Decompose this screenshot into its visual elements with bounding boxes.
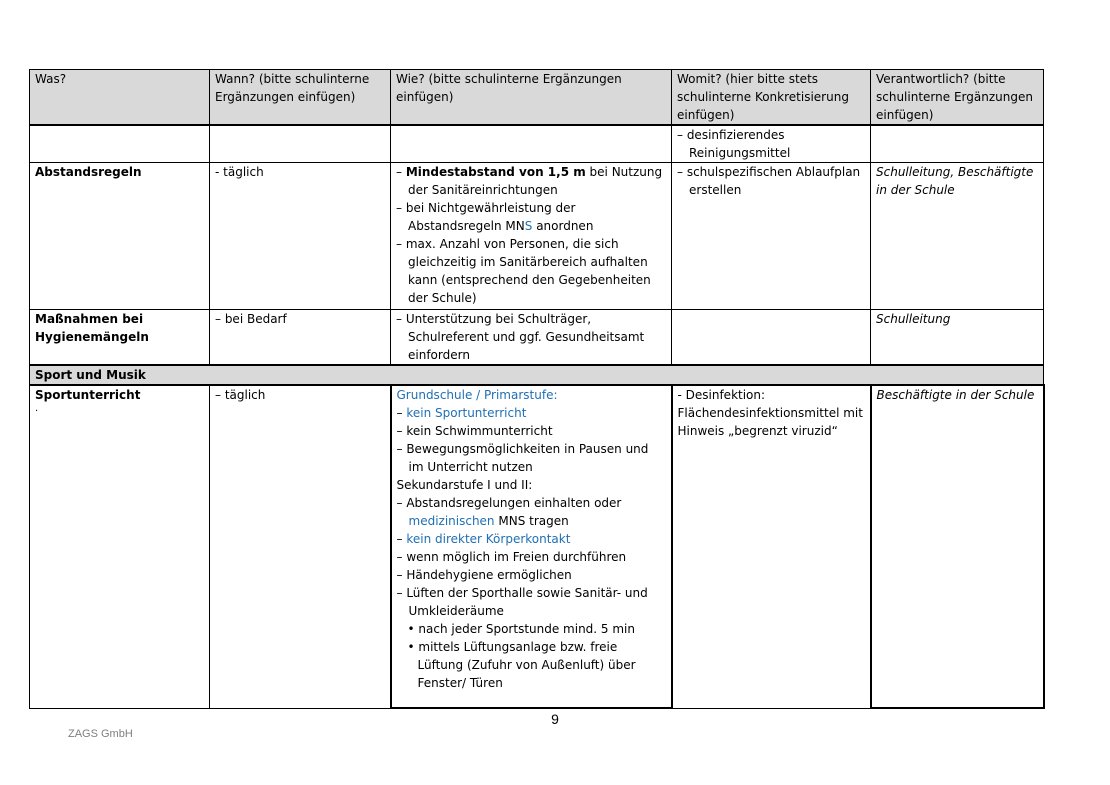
section-row: [30, 365, 1044, 385]
cell-wann: – täglich: [210, 385, 391, 708]
list-item: – wenn möglich im Freien durchführen: [396, 550, 627, 564]
list-item: – Lüften der Sporthalle sowie Sanitär- und Umkleideräume: [396, 586, 648, 618]
list-item: – Bewegungsmöglichkeiten in Pausen und im Unterricht nutzen: [396, 442, 649, 474]
table-row: [30, 310, 1044, 366]
cell-verantwortlich: Schulleitung, Beschäftigte in der Schule: [871, 163, 1044, 310]
list-item: – bei Nichtgewährleistung der Abstandsregeln MNS anordnen: [396, 201, 594, 233]
cell-wann: - täglich: [210, 163, 391, 310]
cell-verantwortlich: Beschäftigte in der Schule: [871, 385, 1044, 708]
list-item: – kein direkter Körperkontakt: [396, 532, 571, 546]
footer-company: ZAGS GmbH: [68, 728, 133, 740]
sekundarstufe-heading: Sekundarstufe I und II:: [396, 478, 533, 492]
header-womit: Womit? (hier bitte stets schulinterne Konkretisierung einfügen): [672, 70, 871, 126]
cell-wie: – Unterstützung bei Schulträger, Schulreferent und ggf. Gesundheitsamt einfordern: [391, 310, 672, 366]
bullet-item: • nach jeder Sportstunde mind. 5 min: [407, 622, 635, 636]
list-item: – max. Anzahl von Personen, die sich gleichzeitig im Sanitärbereich aufhalten kann (entsprechend den Gegebenheiten der Schule): [396, 237, 651, 305]
hygiene-plan-table: [29, 69, 1045, 709]
list-item: – Händehygiene ermöglichen: [396, 568, 572, 582]
list-item: – Mindestabstand von 1,5 m bei Nutzung der Sanitäreinrichtungen: [396, 165, 663, 197]
grundschule-heading: Grundschule / Primarstufe:: [396, 388, 558, 402]
cell-was-abstandsregeln: Abstandsregeln: [30, 163, 210, 310]
cell-wie: [391, 163, 672, 310]
table-row: [30, 125, 1044, 163]
header-verantwortlich: Verantwortlich? (bitte schulinterne Ergänzungen einfügen): [871, 70, 1044, 126]
cell-womit: – desinfizierendes Reinigungsmittel: [672, 125, 871, 163]
cell-wie-sport: [391, 385, 672, 708]
cell-womit: – schulspezifischen Ablaufplan erstellen: [672, 163, 871, 310]
section-title: Sport und Musik: [30, 365, 1044, 385]
list-item: – kein Schwimmunterricht: [396, 424, 553, 438]
cell-womit: - Desinfektion: Flächendesinfektionsmittel mit Hinweis „begrenzt viruzid“: [672, 385, 871, 708]
table-row: [30, 385, 1044, 708]
table-row: [30, 163, 1044, 310]
cell-verantwortlich: Schulleitung: [871, 310, 1044, 366]
cell-was: [30, 125, 210, 163]
cell-womit: [672, 310, 871, 366]
cell-wie: [391, 125, 672, 163]
list-item: – kein Sportunterricht: [396, 406, 527, 420]
cell-was-hygienemaengel: Maßnahmen bei Hygienemängeln: [30, 310, 210, 366]
header-was: Was?: [30, 70, 210, 126]
header-wie: Wie? (bitte schulinterne Ergänzungen einfügen): [391, 70, 672, 126]
cell-verantwortlich: [871, 125, 1044, 163]
page-number: 9: [551, 711, 559, 727]
header-wann: Wann? (bitte schulinterne Ergänzungen einfügen): [210, 70, 391, 126]
cell-wann: [210, 125, 391, 163]
cell-was-sportunterricht: Sportunterricht .: [30, 385, 210, 708]
cell-wann: – bei Bedarf: [210, 310, 391, 366]
list-item: – Abstandsregelungen einhalten oder medizinischen MNS tragen: [396, 496, 622, 528]
bullet-item: • mittels Lüftungsanlage bzw. freie Lüftung (Zufuhr von Außenluft) über Fenster/ Türen: [407, 640, 636, 690]
table-header-row: [30, 70, 1044, 126]
